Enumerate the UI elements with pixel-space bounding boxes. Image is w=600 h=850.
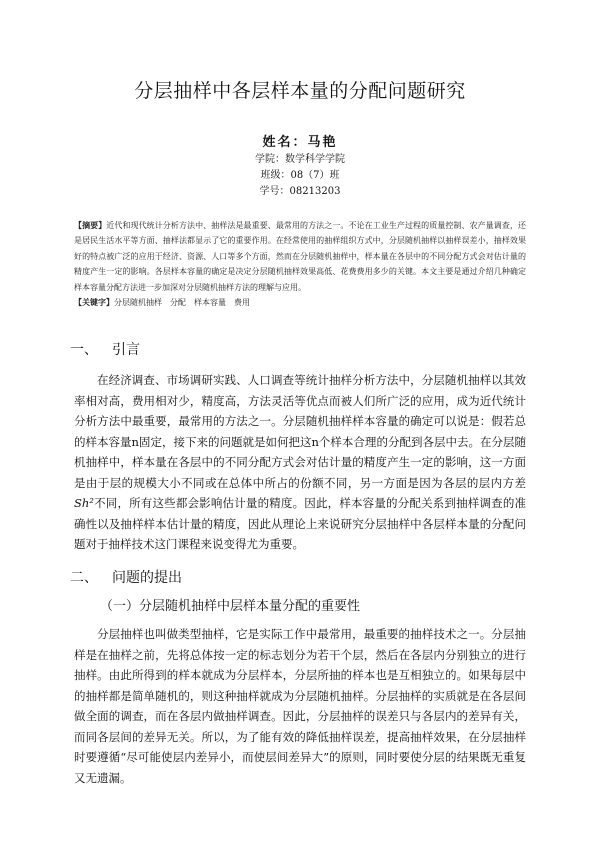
keywords-text: 分层随机抽样 分配 样本容量 费用 (114, 298, 250, 307)
keywords-label: 【关键字】 (74, 297, 114, 307)
abstract-text: 近代和现代统计分析方法中、抽样法是最重要、最常用的方法之一。不论在工业生产过程的质量控制、农产量调查，还是居民生活水平等方面、抽样法都显示了它的重要作用。在经常使用的抽样组织方式中，分层随机抽样以抽样误差小，抽样效果好的特点被广泛的应用于经济、资源、人口等多个方面，然而在分层随机抽样中，样本量在各层中的不同分配方式会对估计量的精度产生一定的影响。各层样本容量的确定是决定分层随机抽样效果高低、花费费用多少的关键。本文主要是通过介绍几种确定样本容量分配方法进一步加深对分层随机抽样方法的理解与应用。 (74, 221, 527, 292)
section-heading-problem (70, 570, 182, 586)
intro-text-part2: 不同，所有这些都会影响估计量的精度。因此，样本容量的分配关系到抽样调查的准确性以及抽样样本估计量的精度，因此从理论上来说研究分层抽样中各层样本量的分配问题对于抽样技术这门课程来说变得尤为重要。 (74, 496, 526, 551)
author-class: 班级：08（7）班 (260, 170, 340, 181)
section-number: 二、 (70, 570, 98, 586)
keywords-block (74, 296, 526, 309)
paper-title: 分层抽样中各层样本量的分配问题研究 (134, 80, 466, 102)
stratified-sampling-paragraph: 分层抽样也叫做类型抽样，它是实际工作中最常用，最重要的抽样技术之一。分层抽样是在抽样之前，先将总体按一定的标志划分为若干个层，然后在各层内分别独立的进行抽样。由此所得到的样本就成为分层样本，分层所抽的样本也是互相独立的。如果每层中的抽样都是简单随机的，则这种抽样就成为分层随机抽样。分层抽样的实质就是在各层间做全面的调查，而在各层内做抽样调查。因此，分层抽样的误差只与各层内的差异有关，而同各层间的差异无关。所以，为了能有效的降低抽样误差，提高抽样效果，在分层抽样时要遵循“尽可能使层内差异小，而使层间差异大”的原则，同时要使分层的结果既无重复又无遗漏。 (74, 627, 526, 785)
subsection-heading: （一）分层随机抽样中层样本量分配的重要性 (100, 599, 361, 614)
stratum-variance-symbol: Sh² (74, 496, 94, 510)
intro-paragraph (74, 370, 526, 555)
author-college: 学院：数学科学学院 (255, 154, 345, 165)
section-title: 引言 (112, 342, 140, 358)
author-student-id: 学号：08213203 (259, 186, 341, 197)
abstract-label: 【摘要】 (74, 220, 107, 230)
abstract-block (74, 218, 526, 295)
intro-text-part1: 在经济调查、市场调研实践、人口调查等统计抽样分析方法中，分层随机抽样以其效率相对高，费用相对少，精度高，方法灵活等优点而被人们所广泛的应用，成为近代统计分析方法中最重要，最常用的方法之一。分层随机抽样样本容量的确定可以说是：假若总的样本容量n固定，接下来的问题就是如何把这n个样本合理的分配到各层中去。在分层随机抽样中，样本量在各层中的不同分配方式会对估计量的精度产生一定的影响，这一方面是由于层的规模大小不同或在总体中所占的份额不同，另一方面是因为各层的层内方差 (74, 373, 526, 490)
author-name: 姓名：马艳 (262, 135, 338, 150)
section-title: 问题的提出 (112, 570, 182, 586)
section-heading-introduction (70, 342, 140, 358)
section-number: 一、 (70, 342, 98, 358)
